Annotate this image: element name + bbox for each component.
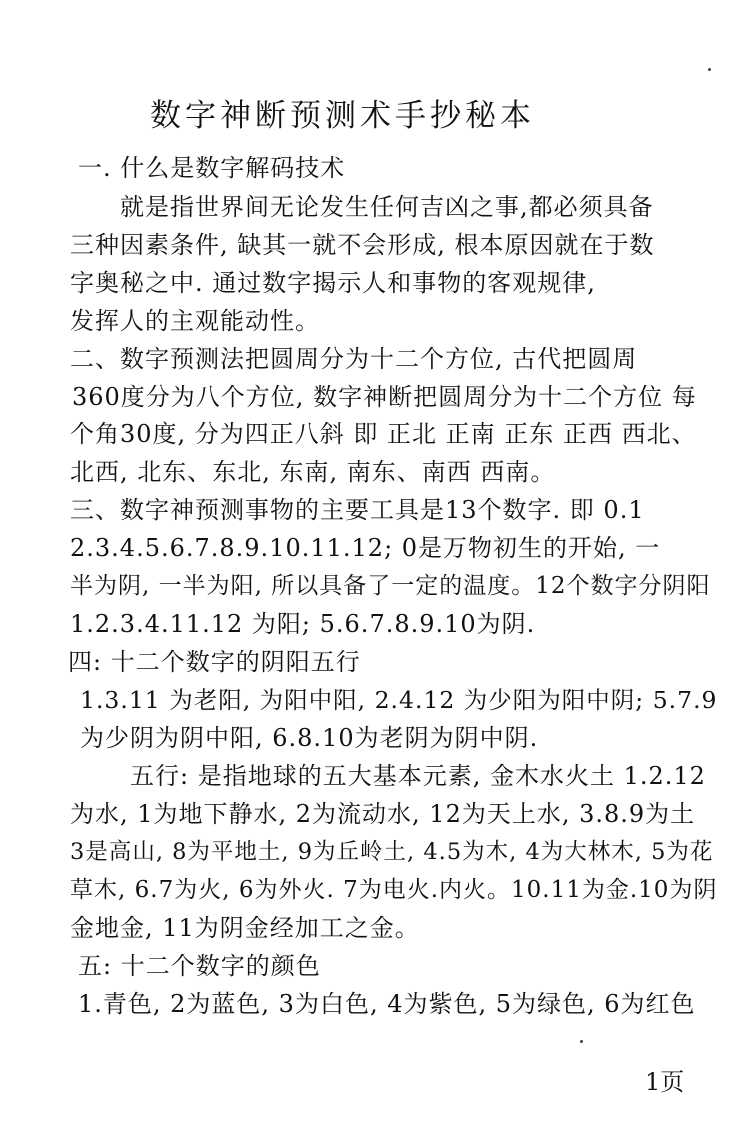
text-line: 发挥人的主观能动性。 [70, 307, 320, 335]
text-line: 三种因素条件, 缺其一就不会形成, 根本原因就在于数 [70, 231, 655, 259]
section-heading: 三、数字神预测事物的主要工具是13个数字. 即 0.1 [70, 496, 645, 524]
section-heading: 五: 十二个数字的颜色 [78, 952, 321, 980]
page-title: 数字神断预测术手抄秘本 [150, 98, 535, 134]
text-line: 为水, 1为地下静水, 2为流动水, 12为天上水, 3.8.9为土 [70, 800, 696, 828]
text-line: 金地金, 11为阴金经加工之金。 [70, 914, 420, 942]
text-line: 3是高山, 8为平地土, 9为丘岭土, 4.5为木, 4为大林木, 5为花 [70, 839, 714, 865]
text-line: 个角30度, 分为四正八斜 即 正北 正南 正东 正西 西北、 [70, 420, 697, 448]
page-number: 1页 [645, 1068, 685, 1096]
text-line: 1.2.3.4.11.12 为阳; 5.6.7.8.9.10为阴. [70, 610, 536, 638]
text-line: 字奥秘之中. 通过数字揭示人和事物的客观规律, [70, 269, 596, 297]
text-line: 五行: 是指地球的五大基本元素, 金木水火土 1.2.12 [130, 762, 706, 790]
text-line: 360度分为八个方位, 数字神断把圆周分为十二个方位 每 [72, 383, 697, 411]
text-line: 草木, 6.7为火, 6为外火. 7为电火.内火。10.11为金.10为阴 [70, 877, 718, 903]
text-line: 为少阴为阴中阳, 6.8.10为老阴为阴中阴. [80, 724, 539, 752]
section-heading: 二、数字预测法把圆周分为十二个方位, 古代把圆周 [70, 345, 638, 373]
text-line: 2.3.4.5.6.7.8.9.10.11.12; 0是万物初生的开始, 一 [70, 534, 661, 562]
section-heading: 四: 十二个数字的阴阳五行 [68, 648, 361, 676]
text-line: 北西, 北东、东北, 东南, 南东、南西 西南。 [70, 458, 556, 486]
section-heading: 一. 什么是数字解码技术 [78, 154, 346, 182]
text-line: 就是指世界间无论发生任何吉凶之事,都必须具备 [120, 193, 654, 221]
text-line: 半为阴, 一半为阳, 所以具备了一定的温度。12个数字分阴阳 [70, 573, 711, 599]
scan-speck [580, 1040, 583, 1043]
scan-speck [708, 68, 711, 71]
text-line: 1.青色, 2为蓝色, 3为白色, 4为紫色, 5为绿色, 6为红色 [78, 990, 696, 1018]
text-line: 1.3.11 为老阳, 为阳中阳, 2.4.12 为少阳为阳中阴; 5.7.9 [80, 686, 718, 714]
